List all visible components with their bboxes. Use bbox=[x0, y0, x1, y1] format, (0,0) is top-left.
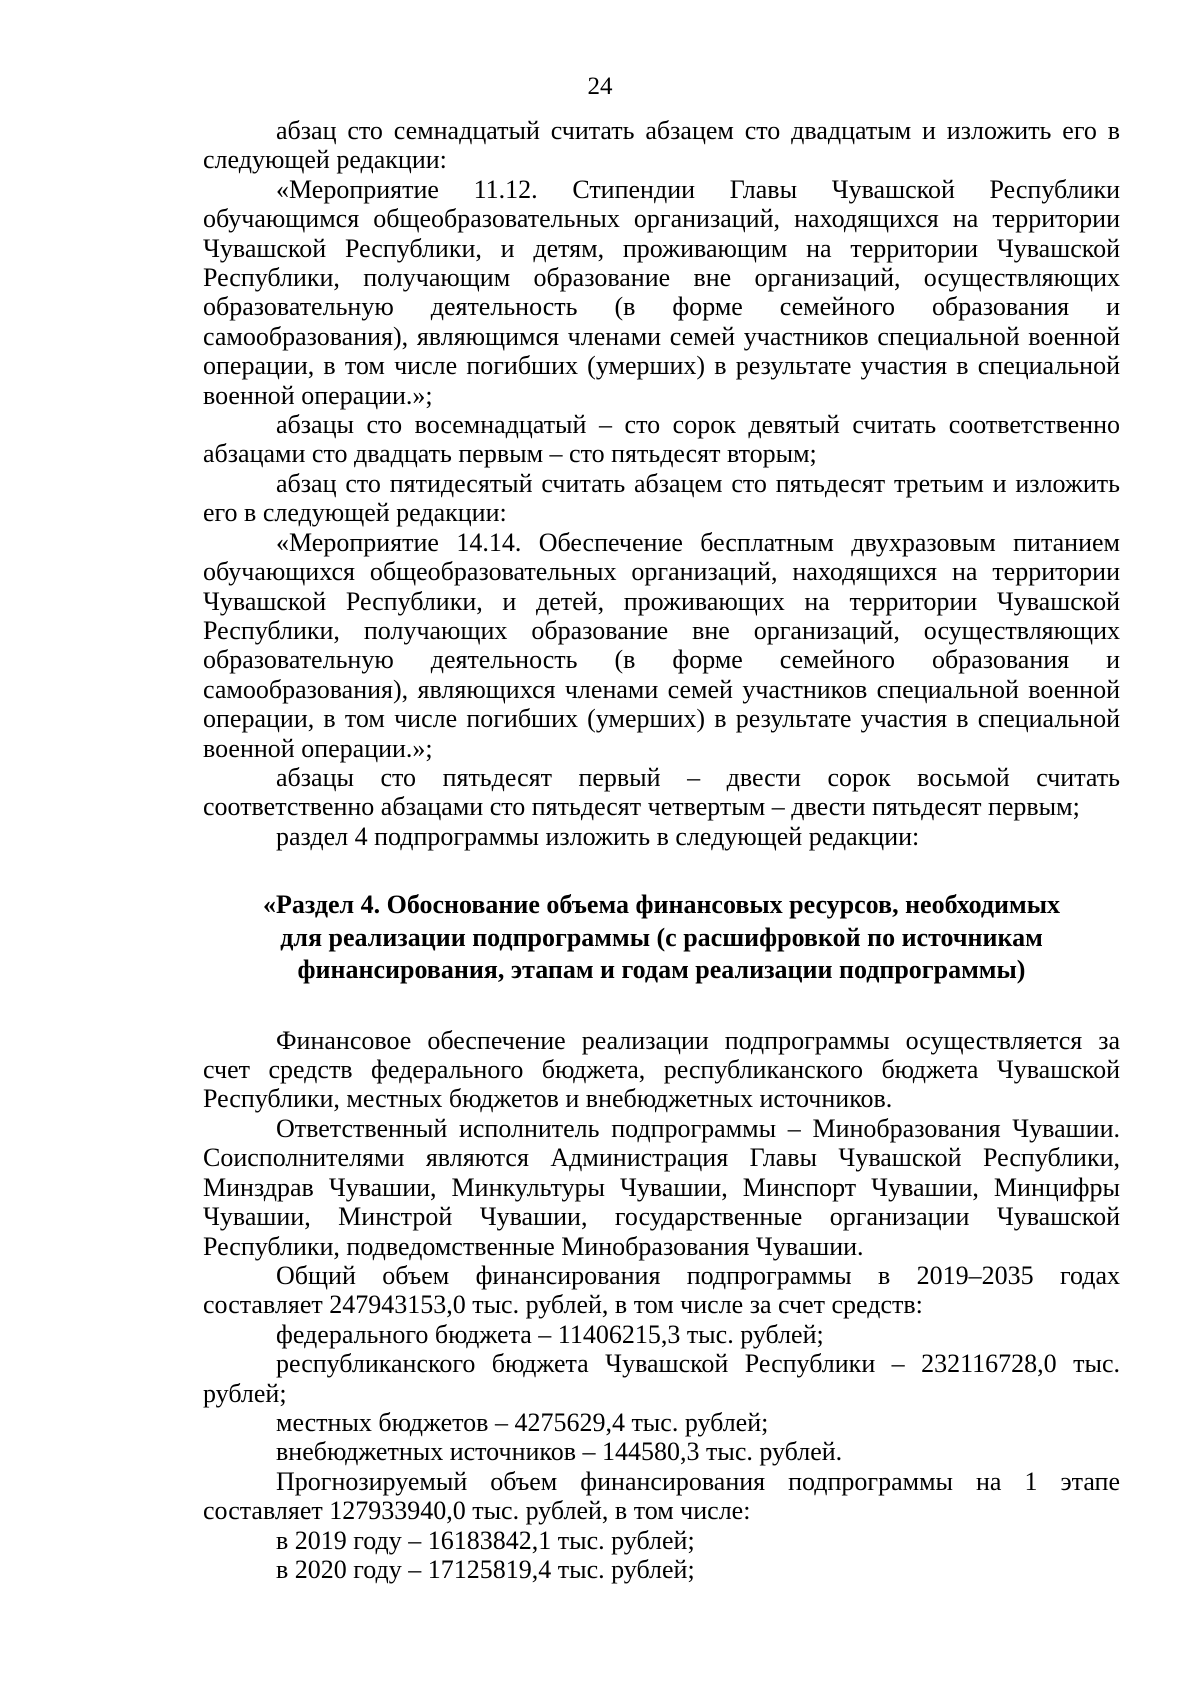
paragraph: в 2020 году – 17125819,4 тыс. рублей; bbox=[276, 1554, 695, 1584]
paragraph: абзац сто пятидесятый считать абзацем сто пятьдесят третьим и изложить его в следующей редакции: bbox=[203, 468, 1120, 528]
paragraph: абзац сто семнадцатый считать абзацем сто двадцатым и изложить его в следующей редакции: bbox=[203, 116, 1120, 175]
section-heading bbox=[203, 889, 1120, 987]
paragraph: «Мероприятие 11.12. Стипендии Главы Чувашской Республики обучающимся общеобразовательных организаций, находящихся на территории Чувашской Республики, и детям, проживающим на территории Чувашской Республики, получающим образование вне организаций, осуществляющих образовательную деятельность (в форме семейного образования и самообразования), являющимся членами семей участников специальной военной операции, в том числе погибших (умерших) в результате участия в специальной военной операции.»; bbox=[203, 174, 1120, 410]
paragraph: Прогнозируемый объем финансирования подпрограммы на 1 этапе составляет 127933940,0 тыс. рублей, в том числе: bbox=[203, 1466, 1120, 1526]
document-body bbox=[203, 116, 1120, 1584]
paragraph: республиканского бюджета Чувашской Республики – 232116728,0 тыс. рублей; bbox=[203, 1349, 1120, 1408]
paragraph: абзацы сто восемнадцатый – сто сорок девятый считать соответственно абзацами сто двадцать первым – сто пятьдесят вторым; bbox=[203, 410, 1120, 469]
paragraph: Общий объем финансирования подпрограммы в 2019–2035 годах составляет 247943153,0 тыс. рублей, в том числе за счет средств: bbox=[203, 1260, 1120, 1320]
paragraph: Финансовое обеспечение реализации подпрограммы осуществляется за счет средств федерального бюджета, республиканского бюджета Чувашской Республики, местных бюджетов и внебюджетных источников. bbox=[203, 1025, 1120, 1114]
paragraph: раздел 4 подпрограммы изложить в следующей редакции: bbox=[276, 821, 920, 851]
paragraph: местных бюджетов – 4275629,4 тыс. рублей; bbox=[276, 1407, 769, 1437]
section-heading-line: для реализации подпрограммы (с расшифровкой по источникам bbox=[280, 922, 1043, 952]
paragraph: «Мероприятие 14.14. Обеспечение бесплатным двухразовым питанием обучающихся общеобразовательных организаций, находящихся на территории Чувашской Республики, и детей, проживающих на территории Чувашской Республики, получающих образование вне организаций, осуществляющих образовательную деятельность (в форме семейного образования и самообразования), являющихся членами семей участников специальной военной операции, в том числе погибших (умерших) в результате участия в специальной военной операции.»; bbox=[203, 527, 1120, 763]
paragraph: в 2019 году – 16183842,1 тыс. рублей; bbox=[276, 1525, 695, 1555]
page-number: 24 bbox=[587, 73, 613, 100]
section-heading-line: «Раздел 4. Обоснование объема финансовых ресурсов, необходимых bbox=[262, 890, 1061, 920]
paragraph: федерального бюджета – 11406215,3 тыс. рублей; bbox=[276, 1319, 824, 1349]
paragraph: Ответственный исполнитель подпрограммы – Минобразования Чувашии. Соисполнителями являются Администрация Главы Чувашской Республики, Минздрав Чувашии, Минкультуры Чувашии, Минспорт Чувашии, Минцифры Чувашии, Минстрой Чувашии, государственные организации Чувашской Республики, подведомственные Минобразования Чувашии. bbox=[203, 1113, 1120, 1261]
paragraph: абзацы сто пятьдесят первый – двести сорок восьмой считать соответственно абзацами сто пятьдесят четвертым – двести пятьдесят первым; bbox=[203, 762, 1120, 822]
section-heading-line: финансирования, этапам и годам реализации подпрограммы) bbox=[297, 955, 1026, 985]
paragraph: внебюджетных источников – 144580,3 тыс. рублей. bbox=[276, 1437, 843, 1467]
